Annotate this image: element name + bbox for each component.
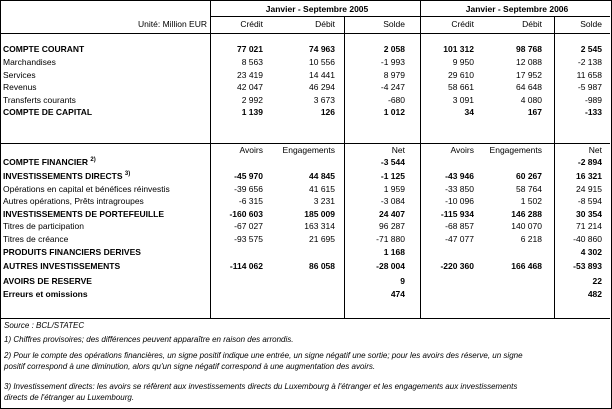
table-cell: 71 214 <box>576 221 602 231</box>
table-row <box>1 221 610 232</box>
table-cell: 42 047 <box>237 82 263 92</box>
table-cell: 30 354 <box>576 209 602 219</box>
table-row <box>1 107 610 118</box>
table-cell: -71 880 <box>376 234 405 244</box>
table-cell: -3 084 <box>380 196 405 206</box>
table-cell: 8 979 <box>383 70 405 80</box>
table-cell: 2 058 <box>383 44 405 54</box>
table-row <box>1 234 610 245</box>
table-row <box>1 82 610 93</box>
table-cell: 58 661 <box>448 82 474 92</box>
table-cell: 29 610 <box>448 70 474 80</box>
table-cell: 1 502 <box>520 196 542 206</box>
table-cell: -47 077 <box>445 234 474 244</box>
table-cell: 11 658 <box>576 70 602 80</box>
table-cell: 46 294 <box>309 82 335 92</box>
table-cell: 4 080 <box>520 95 542 105</box>
table-cell: -4 247 <box>380 82 405 92</box>
table-cell: -220 360 <box>440 261 474 271</box>
grid-line <box>0 33 610 34</box>
table-cell: -115 934 <box>440 209 474 219</box>
table-cell: -3 544 <box>380 157 405 167</box>
col-solde-2006: Solde <box>580 19 602 29</box>
col-net-2005: Net <box>391 145 405 155</box>
period-header-row <box>1 4 610 15</box>
financial-header-row <box>1 145 610 156</box>
table-row <box>1 276 610 287</box>
table-cell: -39 656 <box>234 184 263 194</box>
table-row <box>1 44 610 55</box>
table-cell: 1 139 <box>241 107 263 117</box>
col-engagements-2006: Engagements <box>489 145 542 155</box>
row-label <box>3 209 164 220</box>
table-cell: 9 950 <box>452 57 474 67</box>
row-label-text: AVOIRS DE RESERVE <box>3 276 92 286</box>
col-avoirs-2005: Avoirs <box>239 145 263 155</box>
footnote-1: 1) Chiffres provisoires; des différences peuvent apparaître en raison des arrondis. <box>4 335 294 344</box>
table-cell: -67 027 <box>234 221 263 231</box>
row-label <box>3 157 96 168</box>
table-cell: -160 603 <box>229 209 263 219</box>
row-label <box>3 276 92 287</box>
col-credit-2005: Crédit <box>240 19 263 29</box>
table-cell: 34 <box>464 107 474 117</box>
footnote-marker: 2) <box>90 157 96 164</box>
table-cell: 140 070 <box>511 221 542 231</box>
table-cell: -989 <box>584 95 602 105</box>
table-cell: -6 315 <box>238 196 263 206</box>
table-row <box>1 57 610 68</box>
row-label <box>3 234 68 245</box>
row-label-text: Marchandises <box>3 57 56 67</box>
table-cell: 22 <box>592 276 602 286</box>
row-label <box>3 82 37 93</box>
footnote-2-line-2: positif correspond à une diminution, alors qu'un signe négatif correspond à une augmentation des avoirs. <box>4 362 376 371</box>
col-debit-2005: Débit <box>315 19 335 29</box>
table-cell: -45 970 <box>234 171 263 181</box>
row-label-text: PRODUITS FINANCIERS DERIVES <box>3 247 141 257</box>
table-cell: 166 468 <box>511 261 542 271</box>
table-cell: 167 <box>527 107 542 117</box>
table-cell: -53 893 <box>573 261 602 271</box>
row-label-text: Titres de participation <box>3 221 84 231</box>
table-row <box>1 261 610 272</box>
table-cell: 1 012 <box>383 107 405 117</box>
table-row <box>1 70 610 81</box>
table-cell: 185 009 <box>304 209 335 219</box>
grid-line <box>0 143 610 144</box>
footnote-marker: 3) <box>124 171 131 178</box>
row-label-text: Erreurs et omissions <box>3 289 88 299</box>
table-cell: 3 231 <box>313 196 335 206</box>
table-row <box>1 289 610 300</box>
table-cell: 41 615 <box>309 184 335 194</box>
row-label <box>3 107 92 118</box>
row-label-text: Services <box>3 70 36 80</box>
row-label-text: Revenus <box>3 82 37 92</box>
row-label <box>3 95 76 106</box>
row-label <box>3 221 84 232</box>
row-label <box>3 57 56 68</box>
table-cell: 2 545 <box>580 44 602 54</box>
table-cell: 12 088 <box>516 57 542 67</box>
source-note: Source : BCL/STATEC <box>4 321 85 330</box>
table-cell: -2 138 <box>577 57 602 67</box>
row-label-text: INVESTISSEMENTS DE PORTEFEUILLE <box>3 209 165 219</box>
period-2005: Janvier - Septembre 2005 <box>265 4 369 14</box>
col-solde-2005: Solde <box>383 19 405 29</box>
table-cell: 126 <box>320 107 335 117</box>
footnote-3-line-1: 3) Investissement directs: les avoirs se réfèrent aux investissements directs du Luxembourg à l'étranger et les engagements aux investissements <box>4 382 518 391</box>
table-cell: -133 <box>584 107 602 117</box>
table-cell: 44 845 <box>309 171 335 181</box>
row-label-text: Opérations en capital et bénéfices réinvestis <box>3 184 170 194</box>
col-debit-2006: Débit <box>522 19 542 29</box>
table-cell: -68 857 <box>445 221 474 231</box>
table-cell: 10 556 <box>309 57 335 67</box>
table-cell: 24 407 <box>379 209 405 219</box>
row-label <box>3 44 84 55</box>
table-cell: 77 021 <box>237 44 263 54</box>
footnote-3-line-2: directs de l'étranger au Luxembourg. <box>4 393 135 402</box>
row-label <box>3 196 144 207</box>
table-cell: -2 894 <box>577 157 602 167</box>
unit-label: Unité: Million EUR <box>138 19 207 29</box>
table-cell: 24 915 <box>576 184 602 194</box>
table-row <box>1 209 610 220</box>
table-cell: 16 321 <box>576 171 602 181</box>
table-row <box>1 247 610 258</box>
table-cell: -93 575 <box>234 234 263 244</box>
table-cell: -10 096 <box>445 196 474 206</box>
table-cell: 23 419 <box>237 70 263 80</box>
table-row <box>1 184 610 195</box>
table-cell: 17 952 <box>516 70 542 80</box>
row-label-text: COMPTE FINANCIER <box>3 157 88 167</box>
col-avoirs-2006: Avoirs <box>450 145 474 155</box>
row-label-text: Autres opérations, Prêts intragroupes <box>3 196 144 206</box>
row-label <box>3 247 141 258</box>
table-cell: 98 768 <box>516 44 542 54</box>
table-cell: -28 004 <box>376 261 405 271</box>
col-engagements-2005: Engagements <box>282 145 335 155</box>
row-label-text: COMPTE COURANT <box>3 44 85 54</box>
table-cell: 4 302 <box>580 247 602 257</box>
table-cell: 146 288 <box>511 209 542 219</box>
table-cell: -1 125 <box>380 171 405 181</box>
table-cell: 14 441 <box>309 70 335 80</box>
row-label-text: AUTRES INVESTISSEMENTS <box>3 261 121 271</box>
table-cell: 6 218 <box>520 234 542 244</box>
table-cell: -40 860 <box>573 234 602 244</box>
table-cell: -5 987 <box>577 82 602 92</box>
row-label <box>3 184 170 195</box>
table-cell: 163 314 <box>304 221 335 231</box>
table-cell: -33 850 <box>445 184 474 194</box>
row-label-text: Transferts courants <box>3 95 76 105</box>
table-cell: 482 <box>587 289 602 299</box>
table-row <box>1 196 610 207</box>
table-cell: 60 267 <box>516 171 542 181</box>
grid-line <box>0 318 610 319</box>
table-cell: 86 058 <box>309 261 335 271</box>
row-label <box>3 171 130 182</box>
table-row <box>1 95 610 106</box>
row-label <box>3 261 120 272</box>
table-row <box>1 157 610 168</box>
table-cell: 474 <box>390 289 405 299</box>
row-label <box>3 70 36 81</box>
table-cell: 96 287 <box>379 221 405 231</box>
table-cell: -8 594 <box>577 196 602 206</box>
table-cell: -114 062 <box>229 261 263 271</box>
table-cell: 64 648 <box>516 82 542 92</box>
grid-line <box>210 16 610 17</box>
table-cell: 3 673 <box>313 95 335 105</box>
row-label-text: Titres de créance <box>3 234 69 244</box>
footnote-2-line-1: 2) Pour le compte des opérations financières, un signe positif indique une entrée, un signe négatif une sortie; pour les avoirs des réserve, un signe <box>4 351 523 360</box>
period-2006: Janvier - Septembre 2006 <box>465 4 569 14</box>
table-cell: -43 946 <box>445 171 474 181</box>
table-cell: 9 <box>400 276 405 286</box>
row-label-text: INVESTISSEMENTS DIRECTS <box>3 171 123 181</box>
table-row <box>1 171 610 182</box>
column-header-row <box>1 19 610 30</box>
table-cell: -1 993 <box>380 57 405 67</box>
table-cell: 74 963 <box>309 44 335 54</box>
table-cell: 8 563 <box>241 57 263 67</box>
table-cell: -680 <box>387 95 405 105</box>
table-cell: 21 695 <box>309 234 335 244</box>
col-net-2006: Net <box>588 145 602 155</box>
row-label <box>3 289 88 300</box>
table-cell: 101 312 <box>443 44 474 54</box>
row-label-text: COMPTE DE CAPITAL <box>3 107 93 117</box>
table-cell: 1 168 <box>383 247 405 257</box>
col-credit-2006: Crédit <box>451 19 474 29</box>
table-cell: 2 992 <box>241 95 263 105</box>
table-cell: 58 764 <box>516 184 542 194</box>
table-cell: 3 091 <box>452 95 474 105</box>
table-cell: 1 959 <box>383 184 405 194</box>
